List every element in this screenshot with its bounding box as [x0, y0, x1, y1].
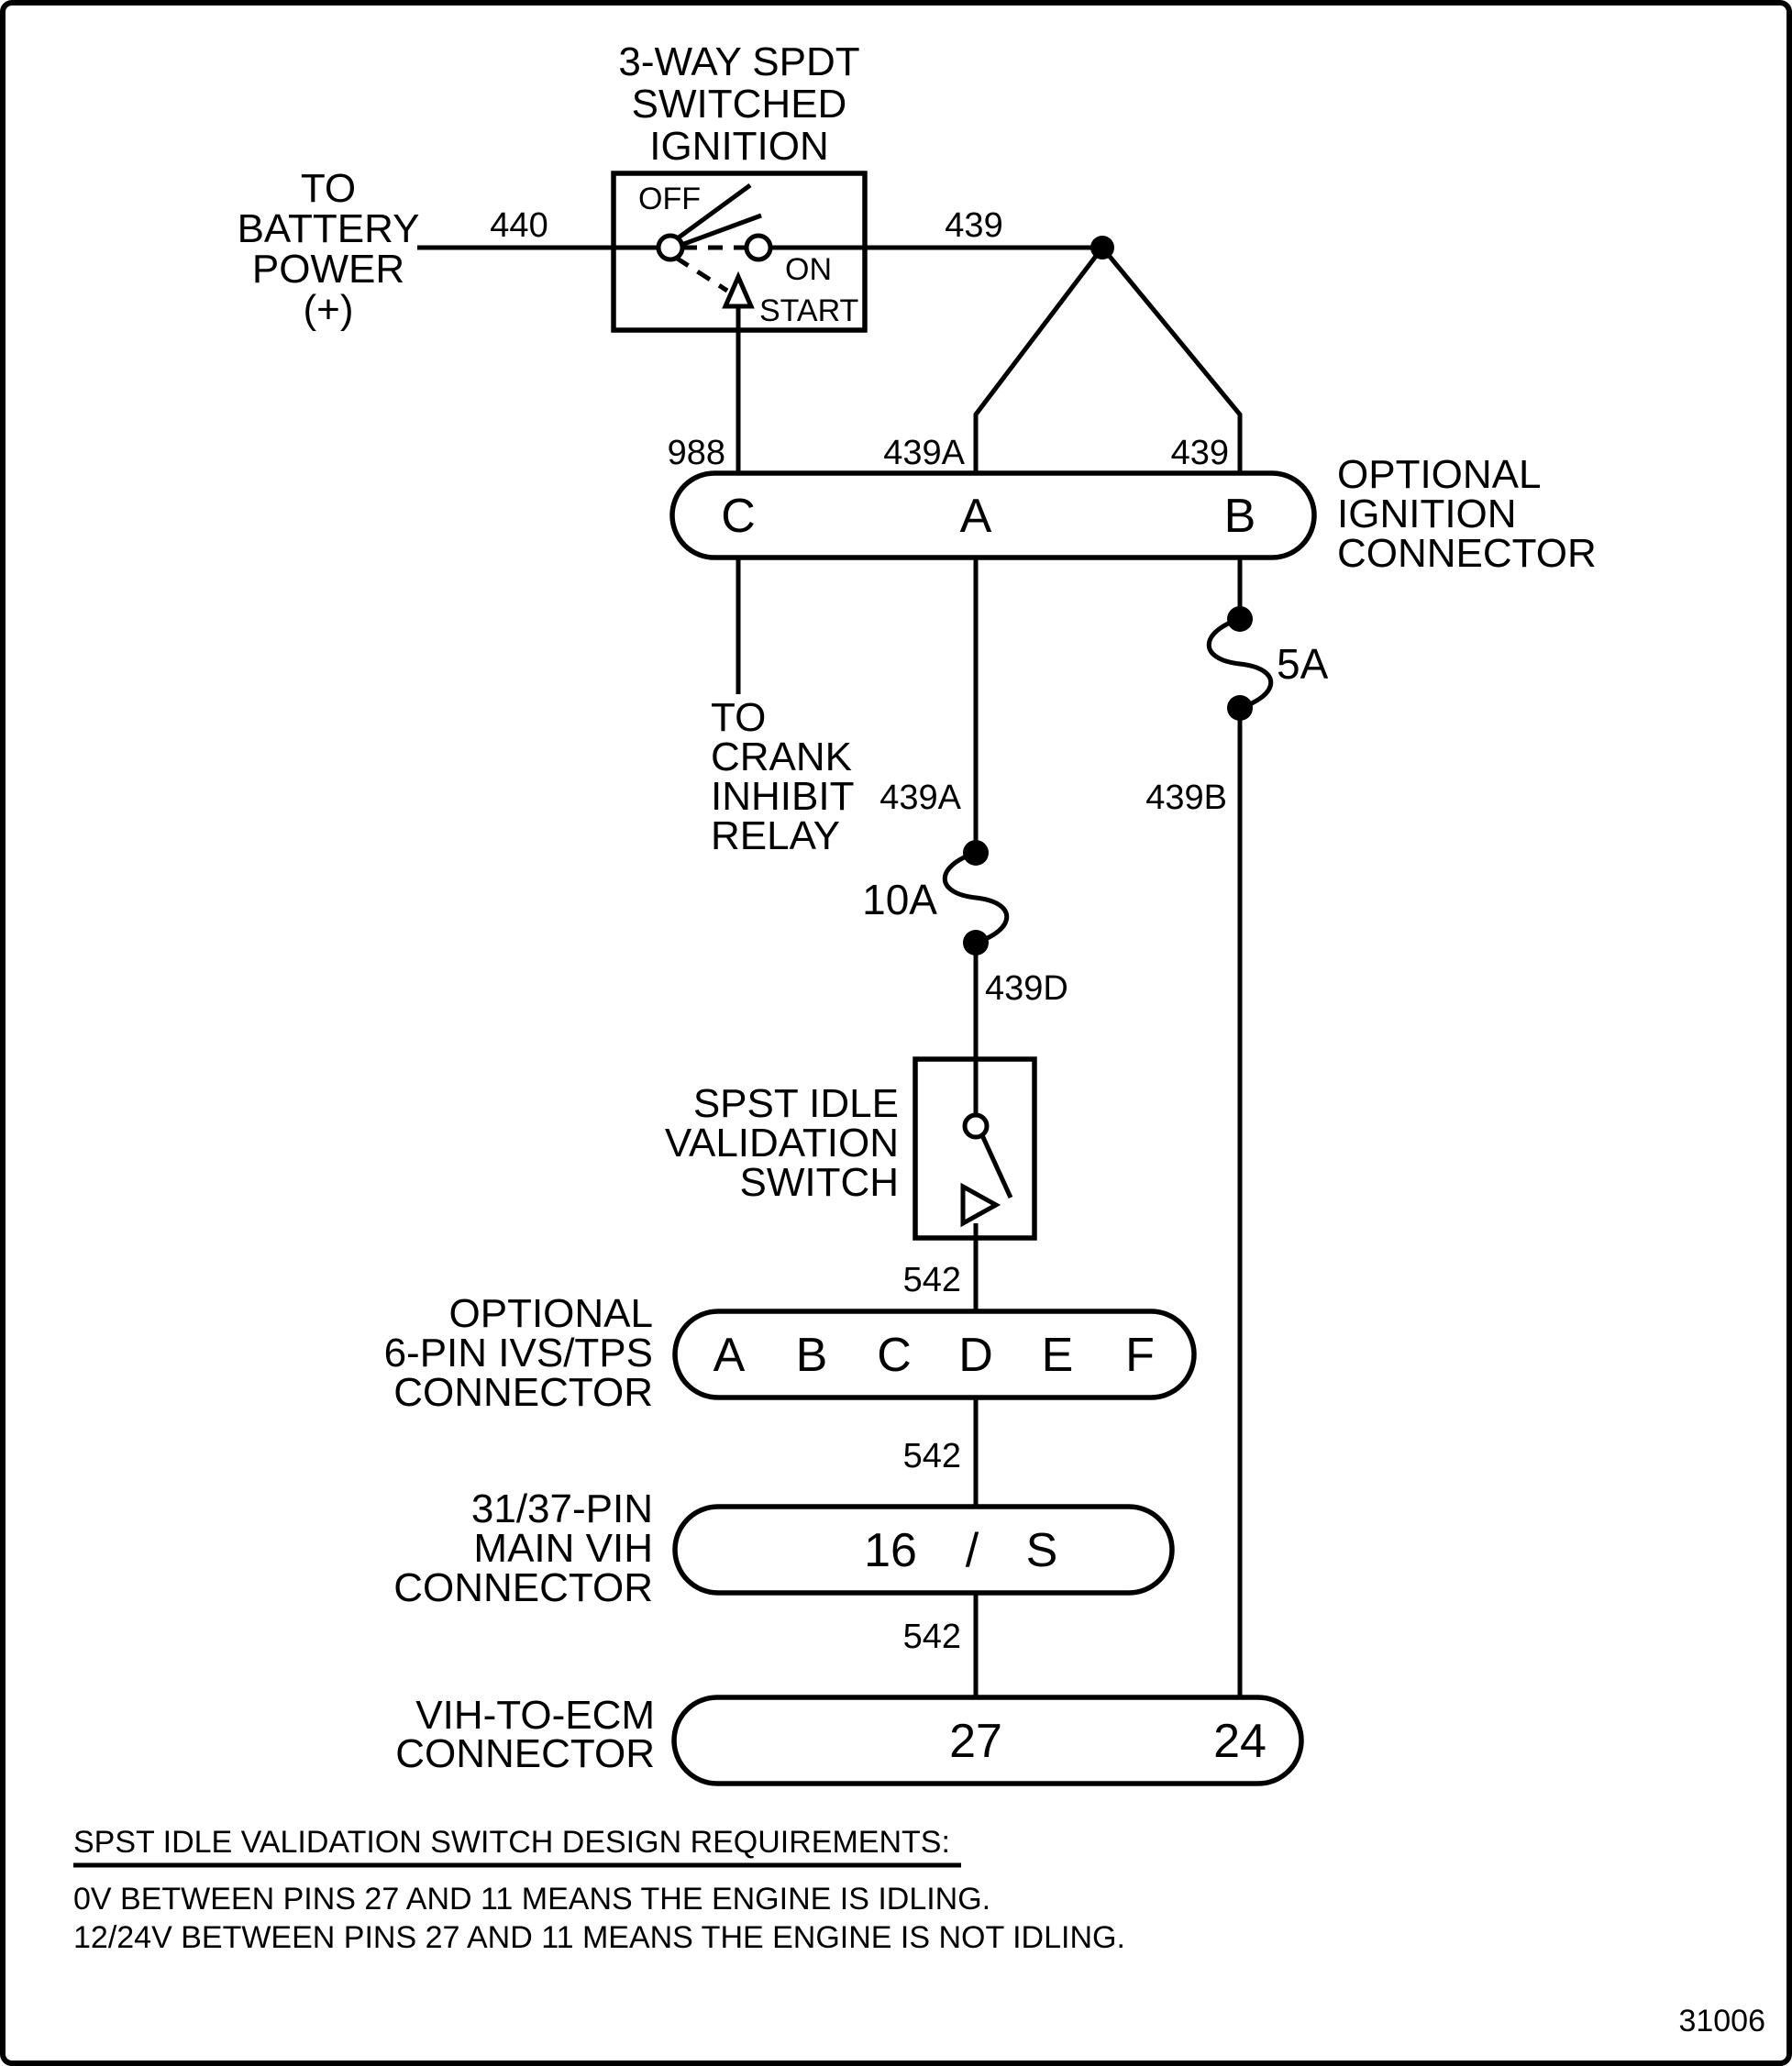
- ignition-connector-pin-C: C: [721, 490, 756, 543]
- main-vih-connector: [675, 1507, 1172, 1593]
- switch-on-label: ON: [785, 252, 832, 287]
- ivs-switch-contact: [963, 1187, 996, 1223]
- ivs-tps-connector-label-line3: CONNECTOR: [393, 1370, 653, 1415]
- wire-label-439D: 439D: [985, 969, 1068, 1008]
- wire-label-439A-fuse: 439A: [879, 779, 961, 817]
- battery-label-line4: (+): [303, 287, 354, 332]
- fuse-10A-bottom-terminal: [963, 930, 989, 956]
- vih-ecm-connector-label-line2: CONNECTOR: [395, 1731, 655, 1776]
- wire-label-542-3: 542: [902, 1618, 961, 1656]
- switch-off-label: OFF: [638, 182, 701, 216]
- ivs-switch-label-line3: SWITCH: [739, 1160, 899, 1205]
- ivs-switch-blade: [982, 1135, 1011, 1198]
- ivs-tps-pin-E: E: [1041, 1329, 1074, 1382]
- ivs-tps-connector: [675, 1311, 1194, 1398]
- figure-number: 31006: [1678, 2004, 1765, 2038]
- main-vih-pin-16: 16: [864, 1524, 917, 1577]
- ivs-tps-connector-label-line2: 6-PIN IVS/TPS: [383, 1331, 653, 1375]
- main-vih-connector-label-line1: 31/37-PIN: [470, 1486, 653, 1531]
- wire-439A-branch: [976, 248, 1102, 473]
- crank-relay-label-line2: CRANK: [711, 735, 853, 779]
- switch-start-contact: [725, 277, 751, 306]
- ignition-switch-title-line3: IGNITION: [649, 124, 829, 169]
- wire-label-439-pinB: 439: [1170, 434, 1229, 472]
- main-vih-pin-S: S: [1025, 1524, 1058, 1577]
- ivs-switch-label-line2: VALIDATION: [664, 1121, 899, 1166]
- wire-label-542-1: 542: [902, 1261, 961, 1299]
- ignition-switch-title-line2: SWITCHED: [631, 82, 847, 127]
- optional-ignition-connector: [672, 473, 1314, 558]
- crank-relay-label-line4: RELAY: [711, 813, 841, 858]
- ignition-connector-pin-B: B: [1223, 490, 1256, 543]
- fuse-5A-symbol: [1209, 606, 1271, 721]
- fuse-10A-element: [945, 853, 1007, 943]
- switch-start-dashed-line: [676, 258, 727, 291]
- wires: [417, 248, 1240, 1697]
- fuse-10A-label: 10A: [862, 876, 937, 923]
- battery-label-line2: BATTERY: [237, 206, 420, 251]
- ivs-tps-connector-label-line1: OPTIONAL: [448, 1291, 653, 1336]
- switch-pivot-contact: [658, 236, 682, 260]
- switch-start-label: START: [759, 293, 859, 328]
- wire-label-439B: 439B: [1145, 779, 1227, 817]
- wire-junction-dot: [1090, 236, 1114, 260]
- vih-ecm-pin-24: 24: [1213, 1715, 1267, 1768]
- wire-label-439A-top: 439A: [883, 434, 965, 472]
- design-requirement-line2: 12/24V BETWEEN PINS 27 AND 11 MEANS THE ENGINE IS NOT IDLING.: [73, 1920, 1125, 1955]
- fuse-10A-top-terminal: [963, 840, 989, 866]
- ignition-connector-label-line1: OPTIONAL: [1337, 452, 1542, 497]
- fuse-5A-label: 5A: [1277, 640, 1329, 688]
- ignition-connector-label-line2: IGNITION: [1337, 492, 1517, 536]
- ivs-tps-pin-B: B: [795, 1329, 828, 1382]
- wire-label-988: 988: [667, 434, 725, 472]
- ivs-switch-pivot-contact: [965, 1115, 987, 1137]
- vih-ecm-pin-27: 27: [949, 1715, 1002, 1768]
- crank-relay-label-line1: TO: [711, 695, 767, 740]
- main-vih-connector-label-line2: MAIN VIH: [473, 1526, 653, 1571]
- battery-label-line1: TO: [300, 166, 357, 211]
- vih-ecm-connector-label-line1: VIH-TO-ECM: [415, 1693, 655, 1738]
- battery-label-line3: POWER: [251, 247, 405, 292]
- main-vih-connector-label-line3: CONNECTOR: [393, 1565, 653, 1610]
- wire-label-439-top: 439: [945, 206, 1003, 245]
- ignition-switch-title-line1: 3-WAY SPDT: [618, 39, 860, 84]
- ignition-connector-pin-A: A: [959, 490, 992, 543]
- fuse-5A-bottom-terminal: [1227, 695, 1253, 721]
- ivs-tps-pin-C: C: [877, 1329, 912, 1382]
- fuse-10A-symbol: [945, 840, 1007, 956]
- ivs-tps-pin-A: A: [713, 1329, 746, 1382]
- design-requirement-line1: 0V BETWEEN PINS 27 AND 11 MEANS THE ENGINE IS IDLING.: [73, 1882, 991, 1917]
- main-vih-pin-slash: /: [965, 1524, 979, 1577]
- design-requirements-heading: SPST IDLE VALIDATION SWITCH DESIGN REQUIREMENTS:: [73, 1825, 950, 1860]
- fuse-5A-top-terminal: [1227, 606, 1253, 632]
- crank-relay-label-line3: INHIBIT: [711, 774, 855, 819]
- wire-label-542-2: 542: [902, 1437, 961, 1475]
- fuse-5A-element: [1209, 619, 1271, 708]
- ivs-tps-pin-F: F: [1125, 1329, 1155, 1382]
- wire-label-440: 440: [490, 206, 548, 245]
- ivs-tps-pin-D: D: [958, 1329, 993, 1382]
- ignition-connector-label-line3: CONNECTOR: [1337, 531, 1597, 576]
- switch-on-contact: [747, 236, 770, 260]
- ivs-switch-label-line1: SPST IDLE: [692, 1081, 899, 1126]
